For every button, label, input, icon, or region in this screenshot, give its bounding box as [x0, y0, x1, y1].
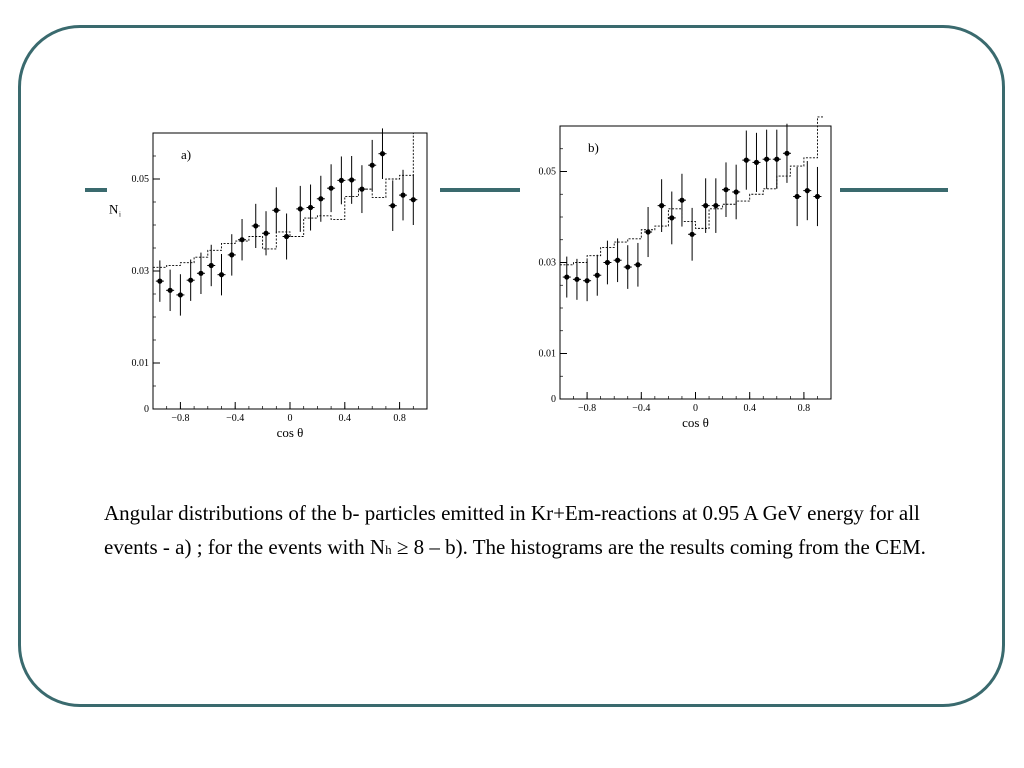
data-point-a	[157, 279, 162, 284]
data-point-a	[380, 151, 385, 156]
data-point-b	[703, 203, 708, 208]
data-point-a	[263, 231, 268, 236]
data-point-a	[253, 223, 258, 228]
data-point-a	[400, 193, 405, 198]
data-point-b	[734, 189, 739, 194]
x-tick-label-b: 0.8	[797, 403, 811, 414]
x-tick-label-b: −0.8	[578, 403, 597, 414]
data-point-b	[615, 258, 620, 263]
data-point-b	[645, 229, 650, 234]
data-point-a	[359, 187, 364, 192]
x-axis-label-b: cos θ	[682, 415, 709, 430]
x-tick-label-a: 0	[287, 413, 293, 424]
data-point-a	[188, 278, 193, 283]
y-tick-label-a: 0.03	[131, 266, 149, 277]
x-tick-label-a: 0.8	[393, 413, 406, 424]
data-point-b	[635, 262, 640, 267]
x-tick-label-b: 0	[693, 403, 698, 414]
data-point-a	[370, 163, 375, 168]
data-point-a	[308, 205, 313, 210]
caption-text-2: ≥ 8 – b). The histograms are the results coming from the CEM.	[391, 535, 926, 559]
data-point-a	[219, 272, 224, 277]
y-tick-label-b: 0.03	[538, 257, 556, 269]
panel-label-a: a)	[181, 147, 192, 162]
data-point-a	[349, 177, 354, 182]
caption-text-1: Angular distributions of the b- particles emitted in Kr+Em-reactions at 0.95 A GeV energy for all events - a) ; for the events with N	[104, 501, 920, 559]
data-point-b	[574, 277, 579, 282]
data-point-b	[713, 203, 718, 208]
data-point-a	[178, 292, 183, 297]
data-point-b	[754, 160, 759, 165]
x-tick-label-b: 0.4	[743, 403, 756, 414]
x-tick-label-a: 0.4	[338, 413, 352, 424]
caption-subscript: h	[385, 542, 392, 557]
data-point-b	[659, 203, 664, 208]
plot-frame-b	[560, 126, 831, 399]
data-point-a	[229, 252, 234, 257]
data-point-a	[274, 208, 279, 213]
data-point-a	[298, 206, 303, 211]
x-tick-label-b: −0.4	[632, 403, 651, 414]
data-point-b	[774, 157, 779, 162]
x-axis-label-a: cos θ	[276, 425, 304, 440]
data-point-a	[239, 237, 244, 242]
figure-caption	[104, 496, 974, 567]
data-point-a	[284, 234, 289, 239]
y-tick-label-b: 0.01	[538, 348, 556, 360]
data-point-a	[390, 203, 395, 208]
data-point-b	[585, 278, 590, 283]
plot-frame-a	[153, 133, 427, 409]
y-tick-label-a: 0	[144, 404, 149, 415]
data-point-b	[595, 273, 600, 278]
y-axis-label-a: N	[109, 201, 119, 217]
data-point-a	[198, 271, 203, 276]
data-point-b	[564, 274, 569, 279]
data-point-b	[805, 188, 810, 193]
data-point-b	[744, 158, 749, 163]
data-point-a	[411, 197, 416, 202]
data-point-a	[329, 186, 334, 191]
y-tick-label-a: 0.05	[131, 174, 149, 185]
data-point-a	[168, 288, 173, 293]
y-axis-label-sub-a: i	[119, 210, 121, 219]
y-tick-label-a: 0.01	[131, 358, 149, 369]
x-tick-label-a: −0.8	[171, 413, 190, 424]
data-point-a	[339, 178, 344, 183]
y-tick-label-b: 0	[551, 394, 556, 405]
data-point-b	[815, 194, 820, 199]
data-point-b	[723, 187, 728, 192]
data-point-b	[784, 151, 789, 156]
data-point-b	[669, 215, 674, 220]
data-point-a	[209, 263, 214, 268]
data-point-b	[690, 232, 695, 237]
data-point-b	[625, 264, 630, 269]
x-tick-label-a: −0.4	[226, 413, 245, 424]
data-point-b	[795, 194, 800, 199]
data-point-b	[764, 157, 769, 162]
data-point-a	[318, 196, 323, 201]
y-tick-label-b: 0.05	[538, 166, 556, 178]
panel-label-b: b)	[588, 140, 599, 155]
data-point-b	[679, 198, 684, 203]
data-point-b	[605, 260, 610, 265]
